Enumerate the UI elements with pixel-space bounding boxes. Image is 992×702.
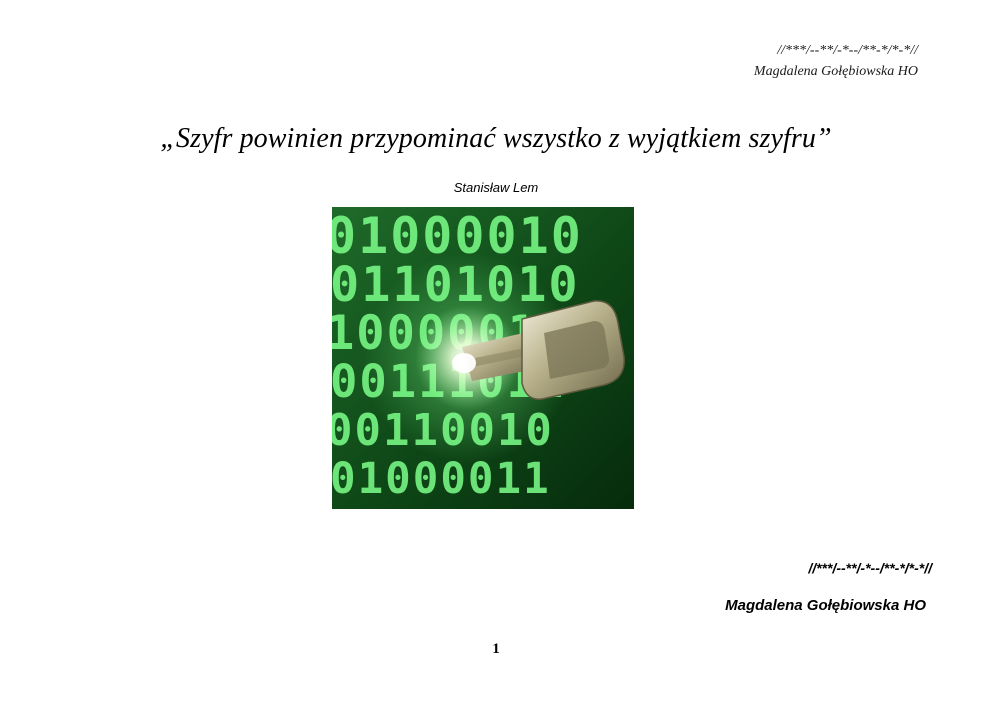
header-name: Magdalena Gołębiowska HO [753,64,918,79]
binary-key-image [332,207,634,509]
quote: „Szyfr powinien przypominać wszystko z wyjątkiem szyfru” [160,123,832,154]
header-code: //***/--**/-*--/**-*/*-*// [777,43,918,58]
page-number: 1 [492,641,500,657]
footer-code: //***/--**/-*--/**-*/*-*// [808,560,932,576]
quote-author: Stanisław Lem [453,180,539,195]
header-block [754,40,918,82]
footer-name: Magdalena Gołębiowska HO [725,597,926,614]
